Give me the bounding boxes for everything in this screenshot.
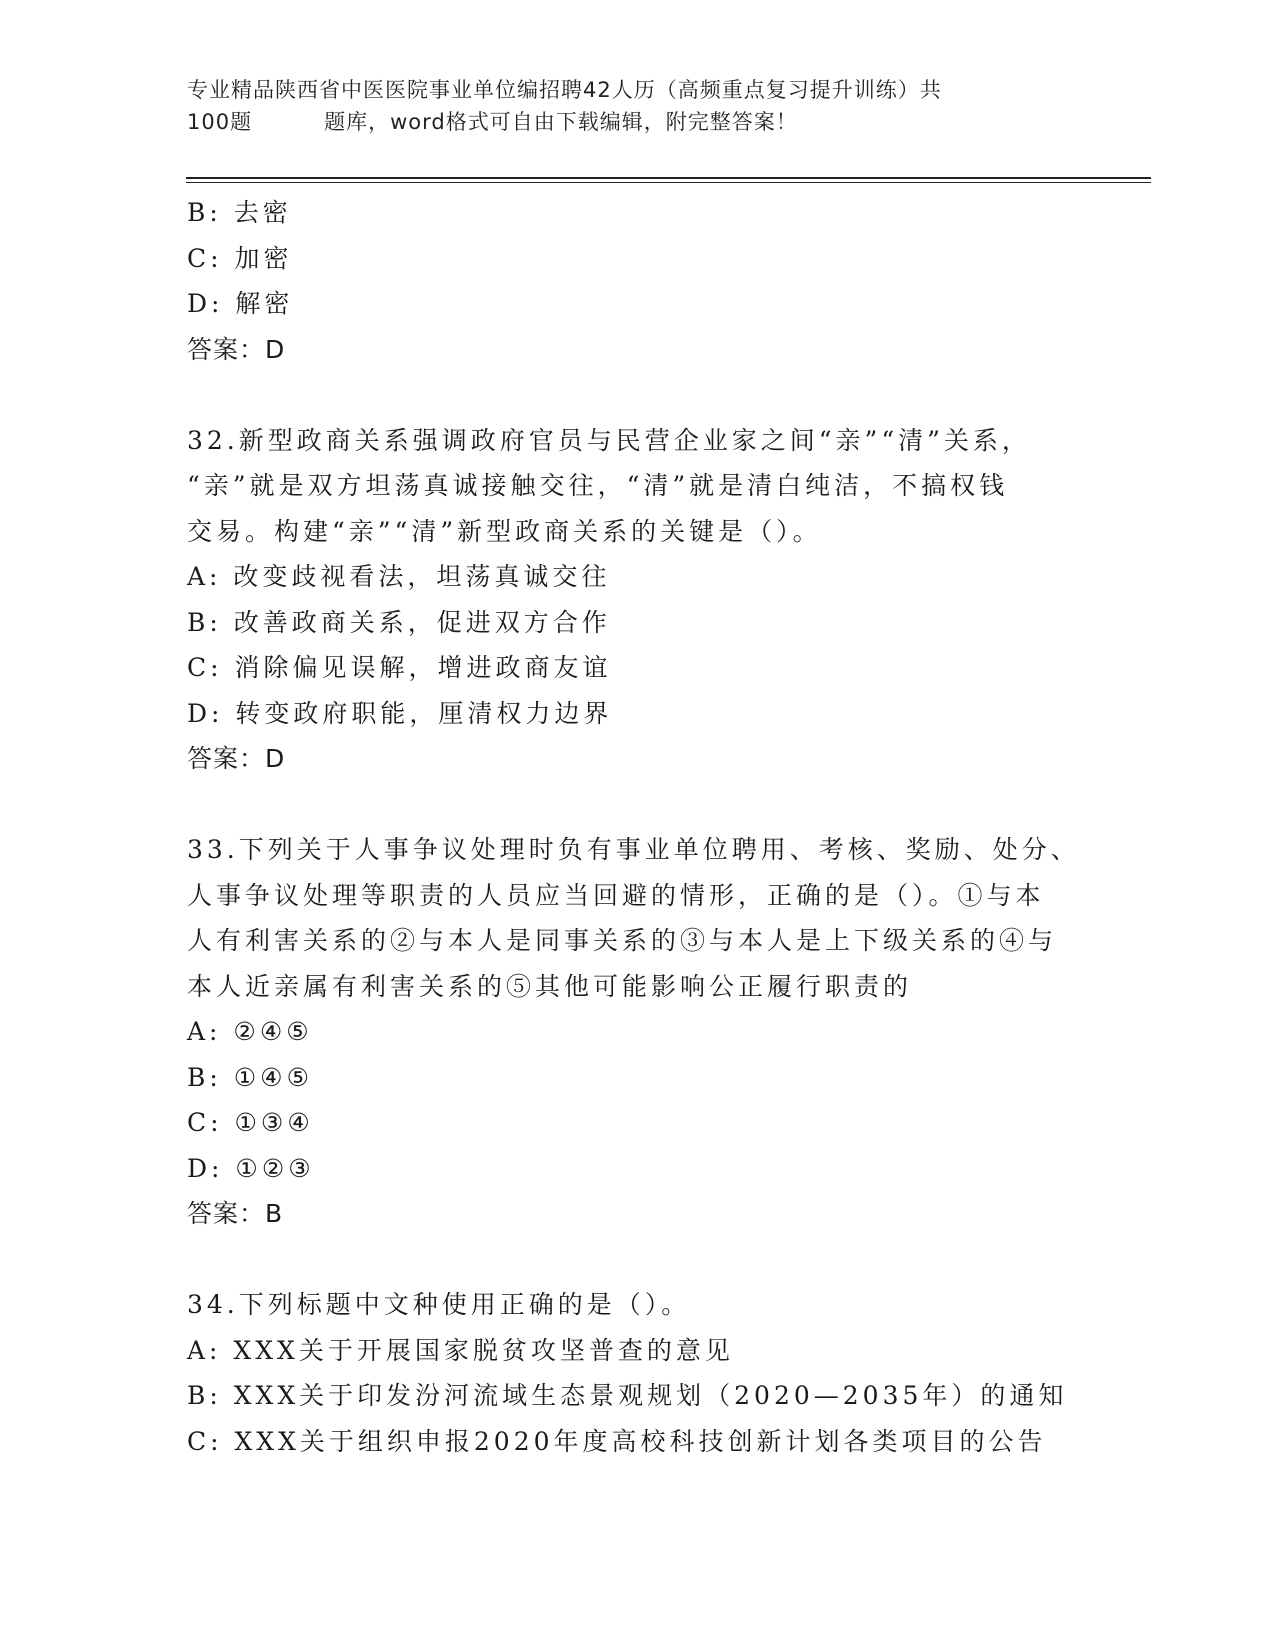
option-c: C: 加密 <box>187 243 293 273</box>
option-c: C: XXX关于组织申报2020年度高校科技创新计划各类项目的公告 <box>187 1426 1047 1456</box>
option-d: D: 解密 <box>187 289 294 318</box>
question-34 <box>187 1282 1087 1464</box>
question-31 <box>187 190 1087 372</box>
header-line-2-count: 100题 <box>187 110 253 134</box>
option-b: B: ①④⑤ <box>187 1062 313 1092</box>
answer: 答案：D <box>187 334 286 364</box>
header-line-1: 专业精品陕西省中医医院事业单位编招聘42人历（高频重点复习提升训练）共 <box>187 78 942 102</box>
option-c: C: 消除偏见误解，增进政商友谊 <box>187 653 612 682</box>
option-a: A: 改变歧视看法，坦荡真诚交往 <box>187 562 611 591</box>
page-header <box>187 74 1087 138</box>
option-a: A: XXX关于开展国家脱贫攻坚普查的意见 <box>187 1335 734 1365</box>
question-stem-line: “亲”就是双方坦荡真诚接触交往，“清”就是清白纯洁，不搞权钱 <box>187 471 1009 500</box>
question-stem-line: 人事争议处理等职责的人员应当回避的情形，正确的是（）。①与本 <box>187 880 1045 910</box>
question-33 <box>187 827 1087 1237</box>
header-line-2 <box>187 106 1087 138</box>
question-stem-line: 交易。构建“亲”“清”新型政商关系的关键是（）。 <box>187 516 822 546</box>
question-stem-line: 32.新型政商关系强调政府官员与民营企业家之间“亲”“清”关系， <box>187 425 1031 455</box>
header-divider-thick <box>186 177 1151 179</box>
header-line-2-text: 题库，word格式可自由下载编辑，附完整答案！ <box>324 110 798 134</box>
question-stem-line: 本人近亲属有利害关系的⑤其他可能影响公正履行职责的 <box>187 971 913 1001</box>
option-d: D: 转变政府职能，厘清权力边界 <box>187 698 613 728</box>
option-d: D: ①②③ <box>187 1153 315 1183</box>
question-stem-line: 人有利害关系的②与本人是同事关系的③与本人是上下级关系的④与 <box>187 926 1058 955</box>
question-content <box>187 190 1087 1464</box>
answer: 答案：B <box>187 1199 284 1228</box>
option-b: B: 去密 <box>187 198 292 227</box>
question-stem-line: 34.下列标题中文种使用正确的是（）。 <box>187 1290 691 1319</box>
question-stem-line: 33.下列关于人事争议处理时负有事业单位聘用、考核、奖励、处分、 <box>187 835 1080 864</box>
option-a: A: ②④⑤ <box>187 1017 313 1046</box>
option-b: B: 改善政商关系，促进双方合作 <box>187 607 611 637</box>
header-divider-thin <box>186 182 1151 183</box>
answer: 答案：D <box>187 744 286 773</box>
option-c: C: ①③④ <box>187 1108 314 1137</box>
option-b: B: XXX关于印发汾河流域生态景观规划（2020—2035年）的通知 <box>187 1381 1068 1410</box>
question-32 <box>187 418 1087 782</box>
